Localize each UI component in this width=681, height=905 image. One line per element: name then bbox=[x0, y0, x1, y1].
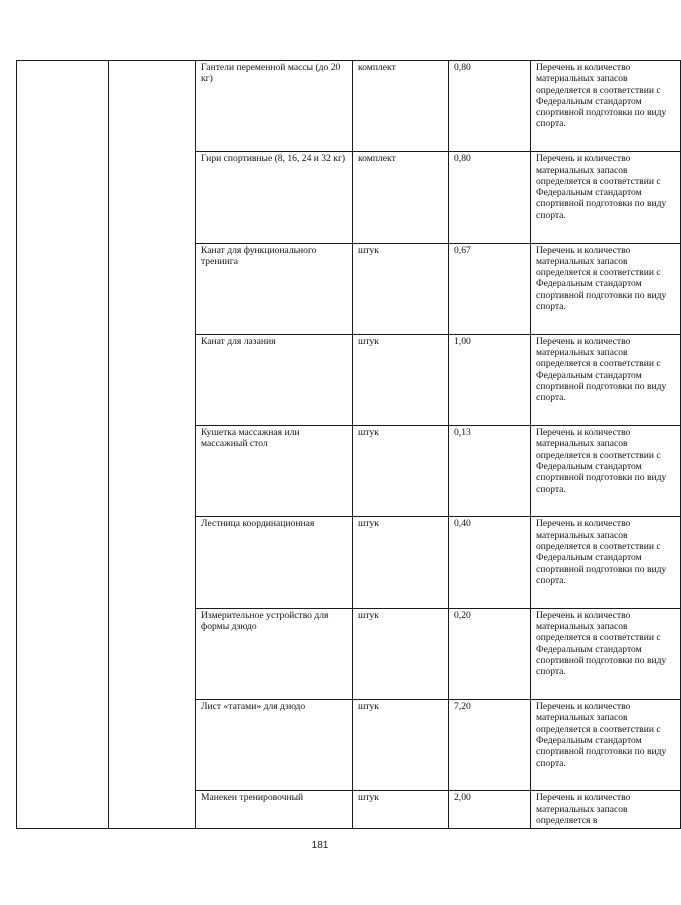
unit-of-measure: штук bbox=[358, 609, 379, 621]
note-cell bbox=[531, 700, 681, 791]
note-cell bbox=[531, 426, 681, 517]
equipment-name: Гантели переменной массы (до 20 кг) bbox=[201, 62, 341, 85]
note-cell bbox=[531, 152, 681, 243]
merged-number-cell bbox=[17, 61, 109, 829]
note-text-partial: Перечень и количество материальных запасов определяется в bbox=[536, 792, 631, 826]
quantity-cell bbox=[449, 334, 531, 425]
unit-of-measure: штук bbox=[358, 518, 379, 530]
note-cell bbox=[531, 517, 681, 608]
note-text: Перечень и количество материальных запасов определяется в соответствии с Федеральным стандартом спортивной подготовки по виду спорта. bbox=[536, 153, 667, 221]
note-text: Перечень и количество материальных запасов определяется в соответствии с Федеральным стандартом спортивной подготовки по виду спорта. bbox=[536, 701, 667, 769]
equipment-name: Канат для лазания bbox=[201, 335, 276, 347]
quantity-value: 0,67 bbox=[454, 244, 471, 256]
note-text: Перечень и количество материальных запасов определяется в соответствии с Федеральным стандартом спортивной подготовки по виду спорта. bbox=[536, 244, 667, 313]
note-cell bbox=[531, 791, 681, 829]
equipment-name-cell bbox=[196, 517, 353, 608]
equipment-name: Кушетка массажная или массажный стол bbox=[201, 427, 300, 450]
equipment-name: Измерительное устройство для формы дзюдо bbox=[201, 609, 329, 633]
equipment-name-cell bbox=[196, 608, 353, 699]
note-text: Перечень и количество материальных запасов определяется в соответствии с Федеральным стандартом спортивной подготовки по виду спорта. bbox=[536, 518, 667, 586]
unit-of-measure: штук bbox=[358, 792, 379, 804]
quantity-value: 1,00 bbox=[454, 335, 471, 347]
quantity-cell bbox=[449, 791, 531, 829]
quantity-value: 7,20 bbox=[454, 701, 471, 713]
quantity-cell bbox=[449, 608, 531, 699]
page-number: 181 bbox=[311, 840, 329, 851]
equipment-table-body bbox=[17, 61, 681, 829]
equipment-name-cell bbox=[196, 700, 353, 791]
quantity-value: 0,80 bbox=[454, 62, 471, 73]
equipment-name: Гири спортивные (8, 16, 24 и 32 кг) bbox=[201, 153, 346, 165]
equipment-name-cell bbox=[196, 791, 353, 829]
table-row bbox=[17, 61, 681, 152]
note-text: Перечень и количество материальных запасов определяется в соответствии с Федеральным стандартом спортивной подготовки по виду спорта. bbox=[536, 609, 667, 678]
equipment-name-cell bbox=[196, 334, 353, 425]
note-text: Перечень и количество материальных запасов определяется в соответствии с Федеральным стандартом спортивной подготовки по виду спорта. bbox=[536, 335, 667, 404]
unit-cell bbox=[353, 426, 449, 517]
unit-cell bbox=[353, 791, 449, 829]
quantity-cell bbox=[449, 243, 531, 334]
unit-cell bbox=[353, 61, 449, 152]
unit-of-measure: штук bbox=[358, 701, 379, 713]
unit-cell bbox=[353, 152, 449, 243]
equipment-name: Манекен тренировочный bbox=[201, 792, 304, 804]
quantity-cell bbox=[449, 61, 531, 152]
unit-of-measure: комплект bbox=[358, 62, 396, 73]
equipment-table bbox=[16, 60, 681, 829]
merged-group-cell bbox=[109, 61, 196, 829]
note-cell bbox=[531, 61, 681, 152]
unit-cell bbox=[353, 700, 449, 791]
unit-cell bbox=[353, 243, 449, 334]
note-cell bbox=[531, 608, 681, 699]
quantity-value: 2,00 bbox=[454, 792, 471, 804]
unit-of-measure: комплект bbox=[358, 153, 396, 165]
unit-of-measure: штук bbox=[358, 335, 379, 347]
quantity-value: 0,13 bbox=[454, 427, 471, 439]
quantity-cell bbox=[449, 152, 531, 243]
note-cell bbox=[531, 243, 681, 334]
equipment-name-cell bbox=[196, 426, 353, 517]
note-cell bbox=[531, 334, 681, 425]
unit-cell bbox=[353, 517, 449, 608]
quantity-cell bbox=[449, 426, 531, 517]
quantity-cell bbox=[449, 517, 531, 608]
unit-of-measure: штук bbox=[358, 427, 379, 439]
equipment-name: Лист «татами» для дзюдо bbox=[201, 701, 306, 713]
note-text: Перечень и количество материальных запасов определяется в соответствии с Федеральным стандартом спортивной подготовки по виду спорта. bbox=[536, 427, 667, 495]
quantity-cell bbox=[449, 700, 531, 791]
unit-of-measure: штук bbox=[358, 244, 379, 256]
unit-cell bbox=[353, 608, 449, 699]
quantity-value: 0,40 bbox=[454, 518, 471, 530]
equipment-name-cell bbox=[196, 243, 353, 334]
equipment-name-cell bbox=[196, 152, 353, 243]
equipment-name-cell bbox=[196, 61, 353, 152]
quantity-value: 0,80 bbox=[454, 153, 471, 165]
equipment-name: Канат для функционального тренинга bbox=[201, 244, 317, 267]
unit-cell bbox=[353, 334, 449, 425]
equipment-name: Лестница координационная bbox=[201, 518, 315, 530]
note-text: Перечень и количество материальных запасов определяется в соответствии с Федеральным стандартом спортивной подготовки по виду спорта. bbox=[536, 62, 667, 130]
quantity-value: 0,20 bbox=[454, 609, 471, 621]
